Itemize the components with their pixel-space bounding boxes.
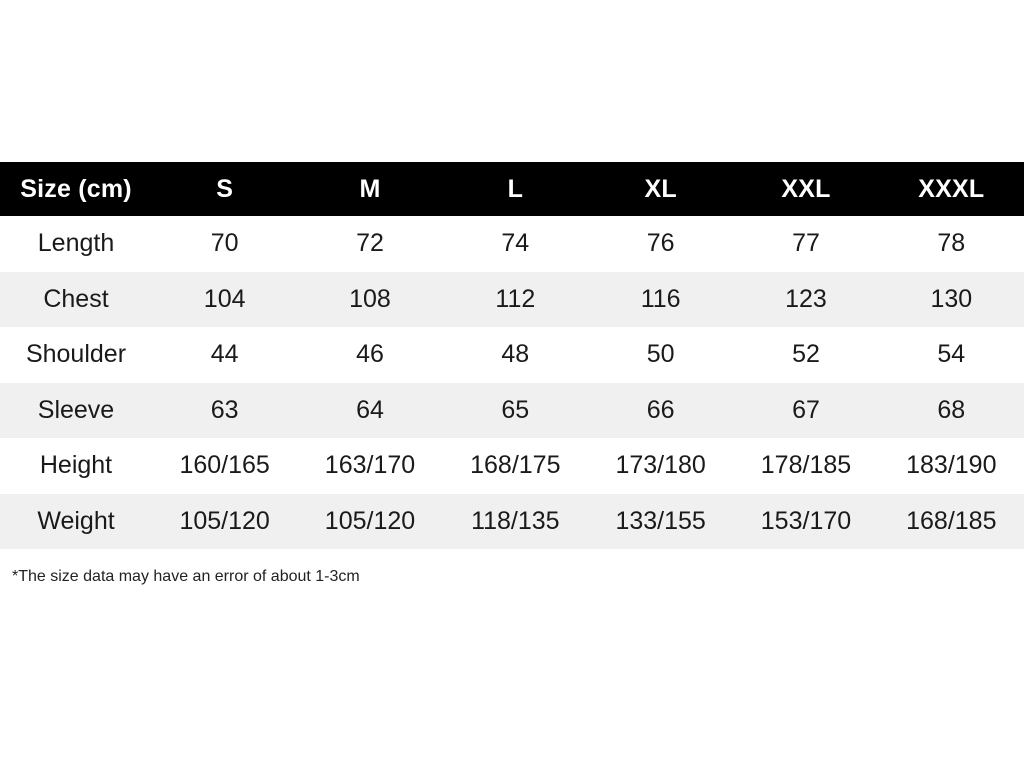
size-header-xl: XL xyxy=(588,162,733,216)
row-label: Length xyxy=(0,216,152,272)
table-cell: 108 xyxy=(297,272,442,328)
table-cell: 50 xyxy=(588,327,733,383)
table-cell: 76 xyxy=(588,216,733,272)
table-cell: 160/165 xyxy=(152,438,297,494)
size-header-l: L xyxy=(443,162,588,216)
table-cell: 67 xyxy=(733,383,878,439)
table-cell: 133/155 xyxy=(588,494,733,550)
table-cell: 74 xyxy=(443,216,588,272)
table-row-height xyxy=(0,438,1024,494)
table-row-length xyxy=(0,216,1024,272)
table-cell: 112 xyxy=(443,272,588,328)
table-cell: 173/180 xyxy=(588,438,733,494)
size-header-xxxl: XXXL xyxy=(879,162,1024,216)
size-header-s: S xyxy=(152,162,297,216)
table-cell: 104 xyxy=(152,272,297,328)
size-table xyxy=(0,162,1024,549)
table-cell: 168/175 xyxy=(443,438,588,494)
table-cell: 183/190 xyxy=(879,438,1024,494)
table-cell: 130 xyxy=(879,272,1024,328)
row-label: Height xyxy=(0,438,152,494)
table-cell: 178/185 xyxy=(733,438,878,494)
size-header-xxl: XXL xyxy=(733,162,878,216)
table-cell: 44 xyxy=(152,327,297,383)
table-cell: 78 xyxy=(879,216,1024,272)
table-cell: 65 xyxy=(443,383,588,439)
table-cell: 168/185 xyxy=(879,494,1024,550)
table-cell: 52 xyxy=(733,327,878,383)
table-cell: 66 xyxy=(588,383,733,439)
table-cell: 77 xyxy=(733,216,878,272)
header-label: Size (cm) xyxy=(0,162,152,216)
table-cell: 64 xyxy=(297,383,442,439)
table-cell: 68 xyxy=(879,383,1024,439)
table-cell: 153/170 xyxy=(733,494,878,550)
table-cell: 123 xyxy=(733,272,878,328)
table-row-weight xyxy=(0,494,1024,550)
table-row-sleeve xyxy=(0,383,1024,439)
table-cell: 63 xyxy=(152,383,297,439)
table-cell: 48 xyxy=(443,327,588,383)
table-cell: 105/120 xyxy=(152,494,297,550)
table-row-chest xyxy=(0,272,1024,328)
table-cell: 116 xyxy=(588,272,733,328)
table-cell: 105/120 xyxy=(297,494,442,550)
size-error-note: *The size data may have an error of about 1-3cm xyxy=(12,568,360,585)
table-cell: 163/170 xyxy=(297,438,442,494)
table-cell: 118/135 xyxy=(443,494,588,550)
row-label: Sleeve xyxy=(0,383,152,439)
table-cell: 46 xyxy=(297,327,442,383)
size-header-m: M xyxy=(297,162,442,216)
header-row xyxy=(0,162,1024,216)
row-label: Shoulder xyxy=(0,327,152,383)
table-cell: 72 xyxy=(297,216,442,272)
table-row-shoulder xyxy=(0,327,1024,383)
table-cell: 54 xyxy=(879,327,1024,383)
table-cell: 70 xyxy=(152,216,297,272)
row-label: Weight xyxy=(0,494,152,550)
row-label: Chest xyxy=(0,272,152,328)
